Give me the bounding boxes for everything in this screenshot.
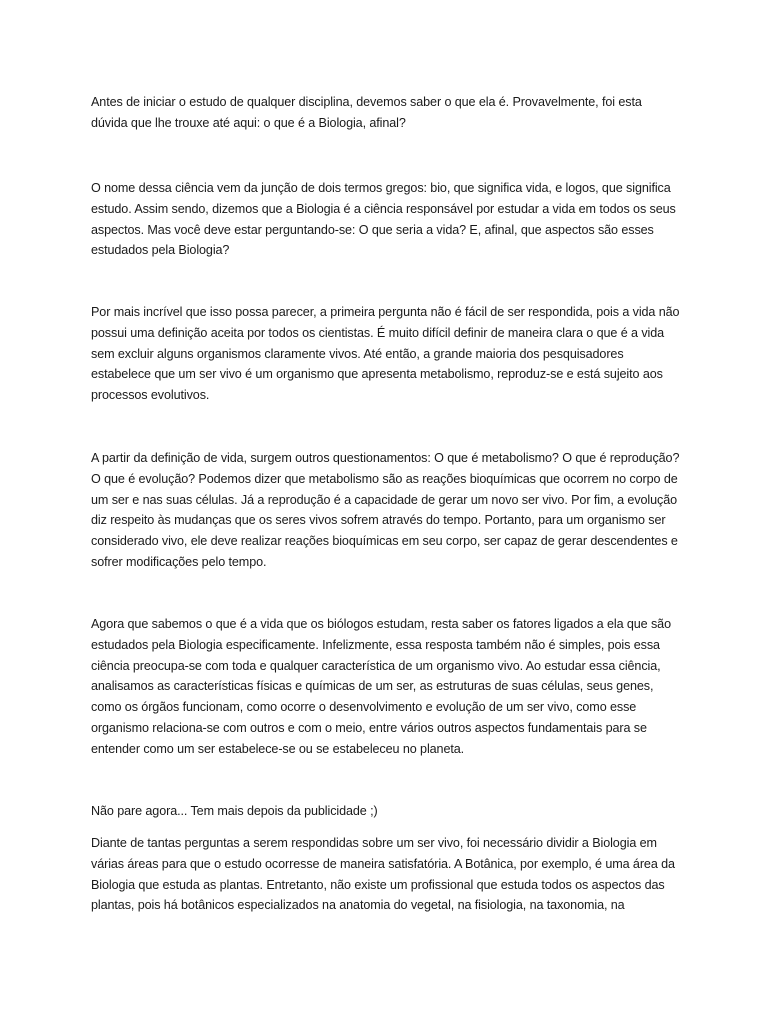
paragraph-metabolism-reproduction-evolution: A partir da definição de vida, surgem outros questionamentos: O que é metabolismo? O que é reprodução? O que é evolução? Podemos dizer que metabolismo são as reações bioquímicas que ocorrem no corpo de um ser e nas suas células. Já a reprodução é a capacidade de gerar um novo ser vivo. Por fim, a evolução diz respeito às mudanças que os seres vivos sofrem através do tempo. Portanto, para um organismo ser considerado vivo, ele deve realizar reações bioquímicas em seu corpo, ser capaz de gerar descendentes e sofrer modificações pelo tempo. [91, 451, 680, 569]
paragraph-biology-scope: Agora que sabemos o que é a vida que os biólogos estudam, resta saber os fatores ligados a ela que são estudados pela Biologia especificamente. Infelizmente, essa resposta também não é simples, pois essa ciência preocupa-se com toda e qualquer característica de um organismo vivo. Ao estudar essa ciência, analisamos as características físicas e químicas de um ser, as estruturas de suas células, seus genes, como os órgãos funcionam, como ocorre o desenvolvimento e evolução de um ser vivo, como esse organismo relaciona-se com outros e com o meio, entre vários outros aspectos fundamentais para se entender como um ser estabelece-se ou se estabeleceu no planeta. [91, 617, 671, 756]
paragraph-intro: Antes de iniciar o estudo de qualquer disciplina, devemos saber o que ela é. Provavelmente, foi esta dúvida que lhe trouxe até aqui: o que é a Biologia, afinal? [91, 95, 642, 130]
paragraph-biology-areas: Diante de tantas perguntas a serem respondidas sobre um ser vivo, foi necessário dividir a Biologia em várias áreas para que o estudo ocorresse de maneira satisfatória. A Botânica, por exemplo, é uma área da Biologia que estuda as plantas. Entretanto, não existe um profissional que estuda todos os aspectos das plantas, pois há botânicos especializados na anatomia do vegetal, na fisiologia, na taxonomia, na [91, 836, 675, 913]
paragraph-advertisement-notice: Não pare agora... Tem mais depois da publicidade ;) [91, 804, 378, 818]
paragraph-etymology: O nome dessa ciência vem da junção de dois termos gregos: bio, que significa vida, e logos, que significa estudo. Assim sendo, dizemos que a Biologia é a ciência responsável por estudar a vida em todos os seus aspectos. Mas você deve estar perguntando-se: O que seria a vida? E, afinal, que aspectos são esses estudados pela Biologia? [91, 181, 676, 258]
paragraph-definition-of-life: Por mais incrível que isso possa parecer, a primeira pergunta não é fácil de ser respondida, pois a vida não possui uma definição aceita por todos os cientistas. É muito difícil definir de maneira clara o que é a vida sem excluir alguns organismos claramente vivos. Até então, a grande maioria dos pesquisadores estabelece que um ser vivo é um organismo que apresenta metabolismo, reproduz-se e está sujeito aos processos evolutivos. [91, 305, 680, 403]
